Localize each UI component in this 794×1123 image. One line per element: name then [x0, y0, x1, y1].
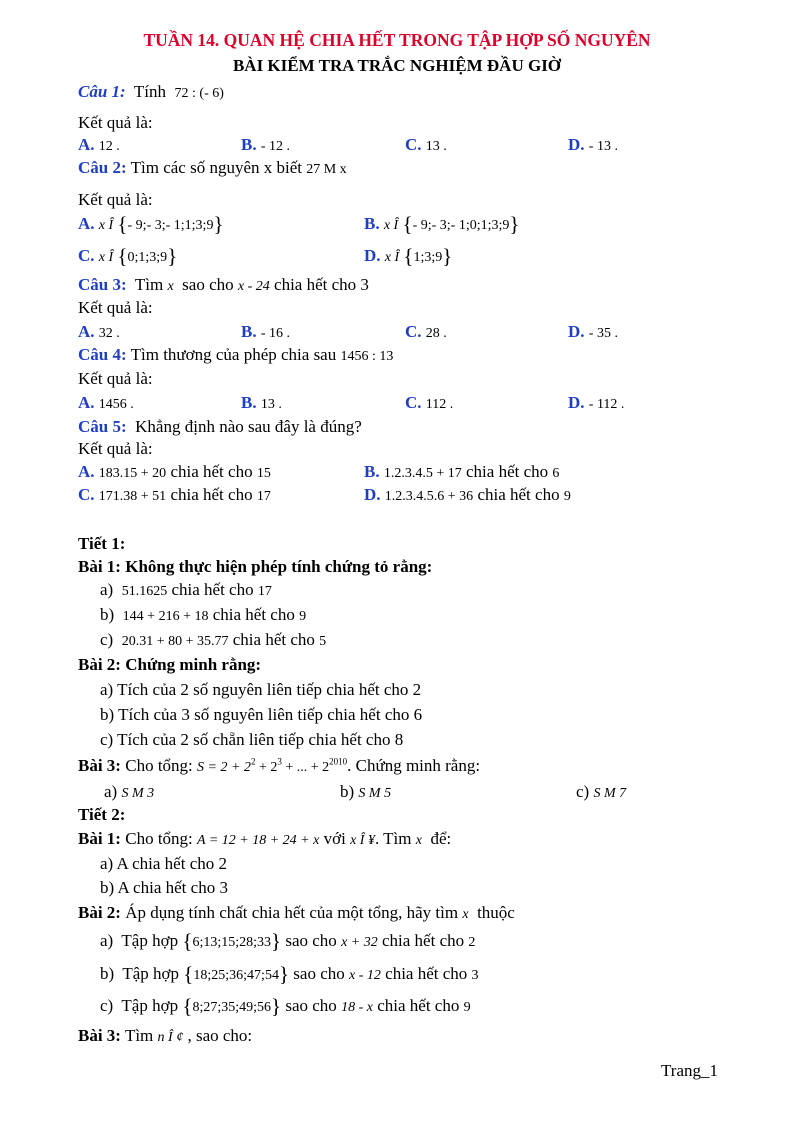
question-2: Câu 2: Tìm các số nguyên x biết 27 M x [78, 158, 347, 177]
result-label: Kết quả là: [78, 369, 153, 388]
page-title: TUẦN 14. QUAN HỆ CHIA HẾT TRONG TẬP HỢP SỐ NGUYÊN [143, 30, 651, 50]
exercise-t2-3-heading: Bài 3: Tìm n Î ¢ , sao cho: [78, 1026, 253, 1045]
question-4: Câu 4: Tìm thương của phép chia sau 1456 : 13 [78, 345, 394, 364]
result-label: Kết quả là: [78, 190, 153, 209]
exercise-t2-2-heading: Bài 2: Áp dụng tính chất chia hết của một tổng, hãy tìm x thuộc [78, 903, 515, 922]
page-subtitle: BÀI KIỂM TRA TRẮC NGHIỆM ĐẦU GIỜ [232, 56, 562, 75]
result-label: Kết quả là: [78, 298, 153, 317]
result-label: Kết quả là: [78, 439, 153, 458]
exercise-t2-1-heading: Bài 1: Cho tổng: A = 12 + 18 + 24 + x với x Î ¥. Tìm x để: [78, 829, 452, 848]
page-number: Trang_1 [661, 1061, 718, 1080]
exercise-1-heading: Bài 1: Không thực hiện phép tính chứng tỏ rằng: [78, 557, 433, 576]
section-heading-tiet-2: Tiết 2: [78, 805, 126, 824]
exercise-2-heading: Bài 2: Chứng minh rằng: [78, 655, 262, 674]
section-heading-tiet-1: Tiết 1: [78, 534, 126, 553]
result-label: Kết quả là: [78, 113, 153, 132]
question-1: Câu 1: Tính 72 : (- 6) [78, 82, 224, 101]
exercise-3-heading: Bài 3: Cho tổng: $S = 2 + 2^2 + 2^3$ + ... + $2^{2010}$. Chứng minh rằng: [78, 756, 481, 775]
question-5: Câu 5: Khẳng định nào sau đây là đúng? [78, 417, 362, 436]
question-3: Câu 3: Tìm x sao cho x - 24 chia hết cho 3 [78, 275, 369, 294]
